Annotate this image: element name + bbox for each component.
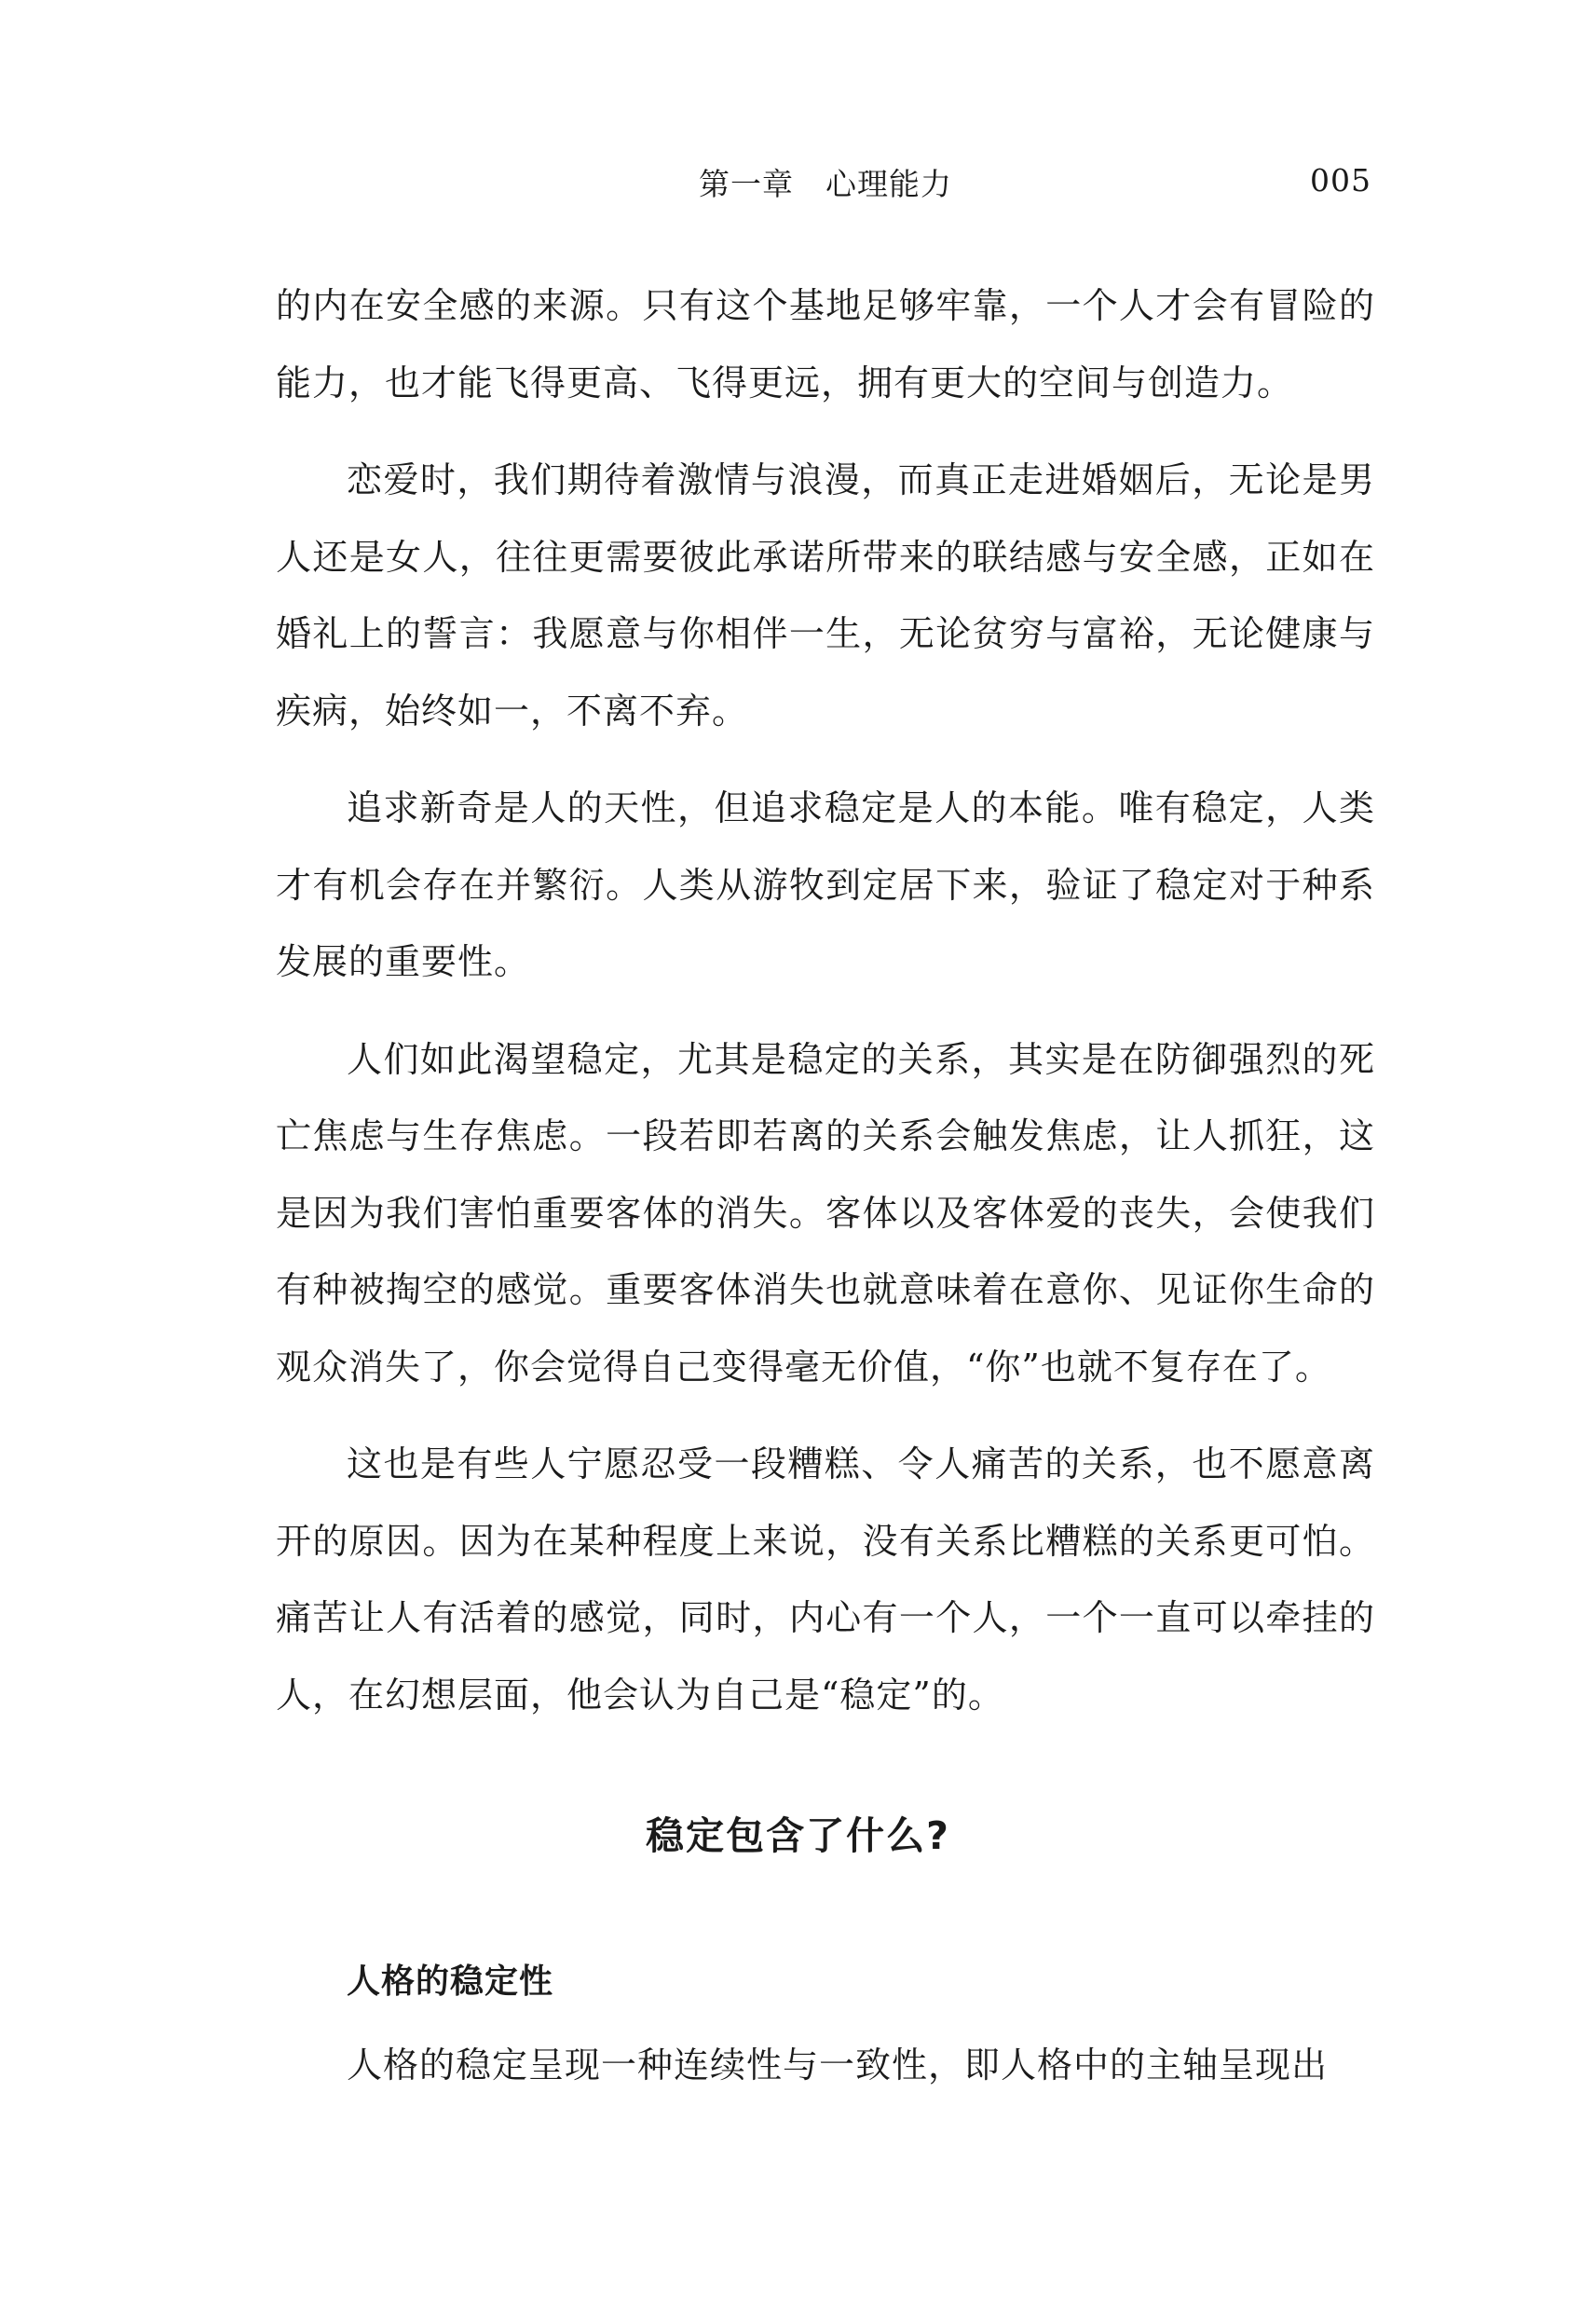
paragraph: 这也是有些人宁愿忍受一段糟糕、令人痛苦的关系，也不愿意离开的原因。因为在某种程度上来说，没有关系比糟糕的关系更可怕。痛苦让人有活着的感觉，同时，内心有一个人，一个一直可以牵挂的人，在幻想层面，他会认为自己是“稳定”的。 [276, 1443, 1375, 1716]
paragraph: 恋爱时，我们期待着激情与浪漫，而真正走进婚姻后，无论是男人还是女人，往往更需要彼此承诺所带来的联结感与安全感，正如在婚礼上的誓言：我愿意与你相伴一生，无论贫穷与富裕，无论健康与疾病，始终如一，不离不弃。 [276, 459, 1375, 732]
chapter-title: 第一章 心理能力 [699, 166, 952, 202]
page-number: 005 [1310, 162, 1371, 198]
paragraph: 人们如此渴望稳定，尤其是稳定的关系，其实是在防御强烈的死亡焦虑与生存焦虑。一段若即若离的关系会触发焦虑，让人抓狂，这是因为我们害怕重要客体的消失。客体以及客体爱的丧失，会使我们有种被掏空的感觉。重要客体消失也就意味着在意你、见证你生命的观众消失了，你会觉得自己变得毫无价值，“你”也就不复存在了。 [276, 1038, 1375, 1388]
paragraph: 人格的稳定呈现一种连续性与一致性，即人格中的主轴呈现出 [347, 2044, 1329, 2085]
section-heading: 稳定包含了什么? [646, 1813, 950, 1858]
subsection-heading: 人格的稳定性 [347, 1962, 554, 2001]
paragraph: 的内在安全感的来源。只有这个基地足够牢靠，一个人才会有冒险的能力，也才能飞得更高、飞得更远，拥有更大的空间与创造力。 [276, 285, 1375, 403]
paragraph: 追求新奇是人的天性，但追求稳定是人的本能。唯有稳定，人类才有机会存在并繁衍。人类从游牧到定居下来，验证了稳定对于种系发展的重要性。 [276, 787, 1375, 982]
running-header [0, 160, 1596, 207]
body-text [276, 267, 1375, 1754]
